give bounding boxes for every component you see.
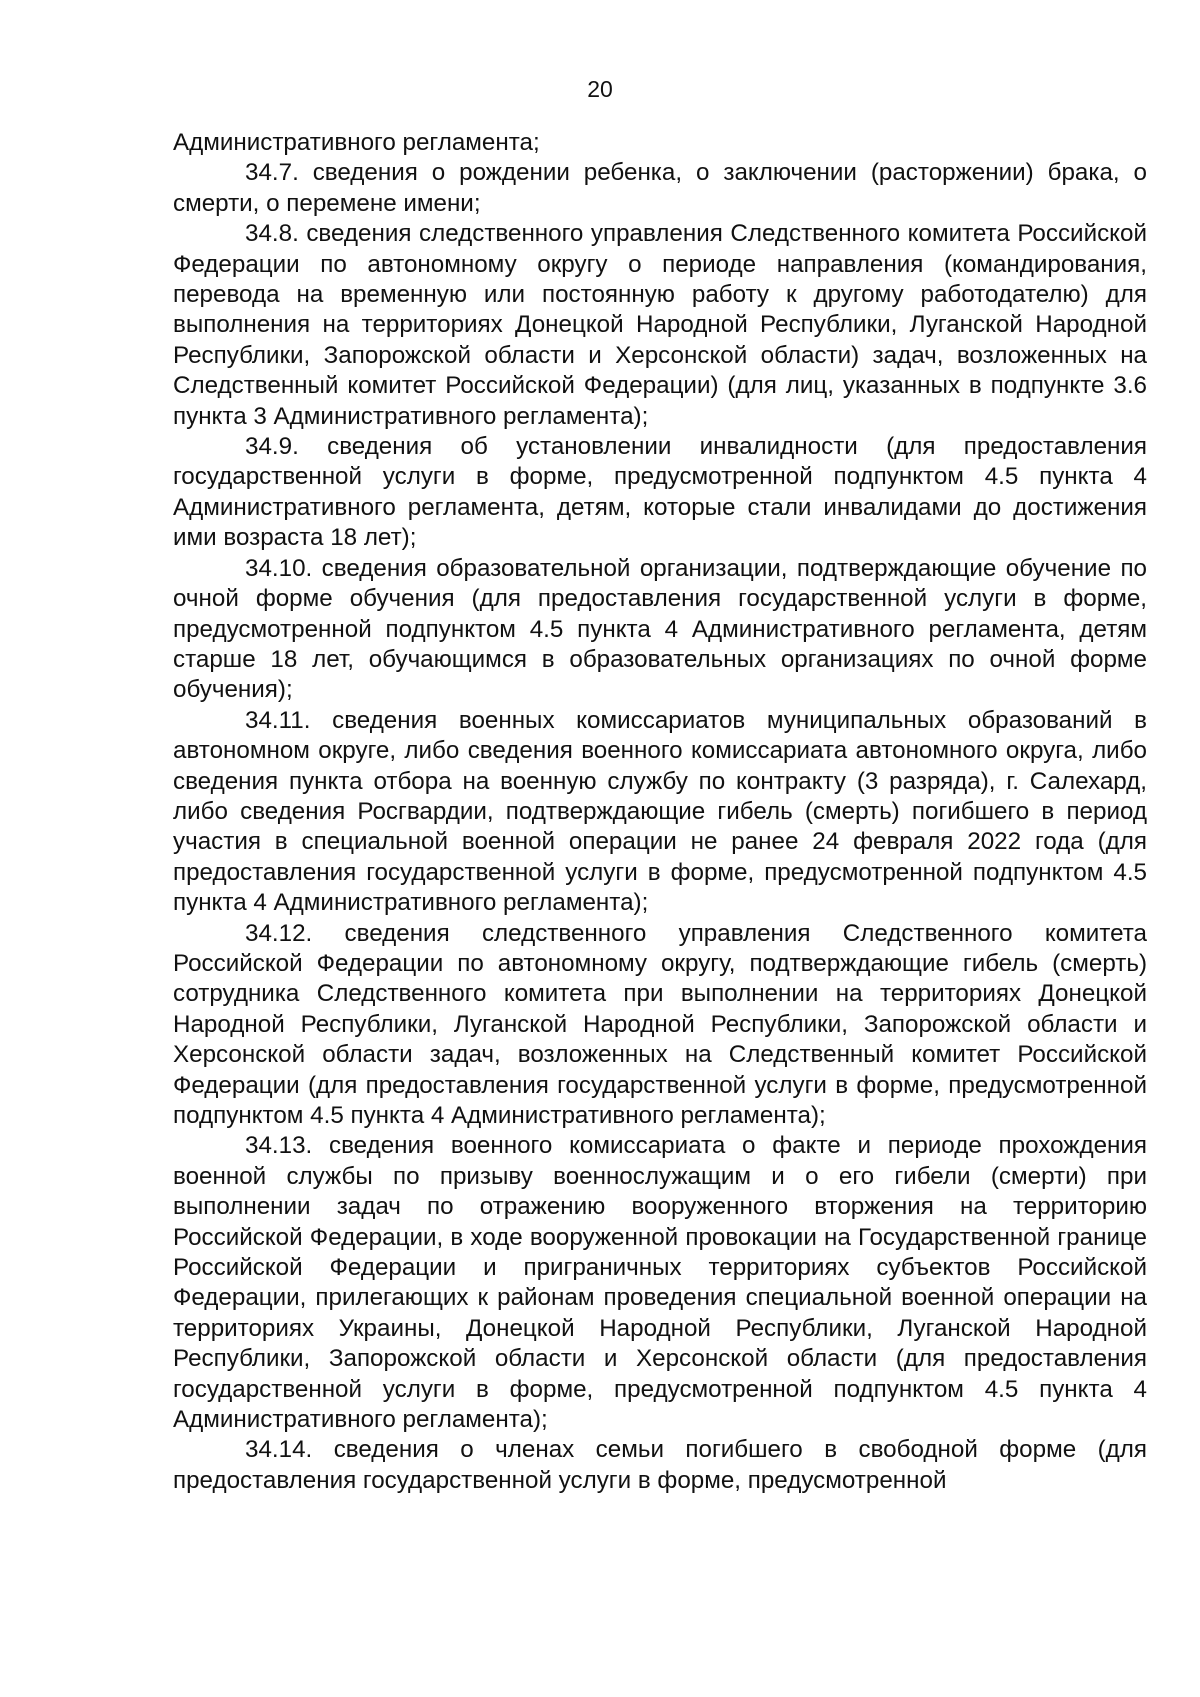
paragraph-34-9: 34.9. сведения об установлении инвалидности (для предоставления государственной услуги в форме, предусмотренной подпунктом 4.5 пункта 4 Административного регламента, детям, которые стали инвалидами до достижения ими возраста 18 лет);	[173, 433, 1147, 552]
paragraph-34-10: 34.10. сведения образовательной организации, подтверждающие обучение по очной форме обучения (для предоставления государственной услуги в форме, предусмотренной подпунктом 4.5 пункта 4 Административного регламента, детям старше 18 лет, обучающимся в образовательных организациях по очной форме обучения);	[173, 554, 1147, 704]
document-body	[173, 128, 1147, 1496]
paragraph-34-8: 34.8. сведения следственного управления Следственного комитета Российской Федерации по автономному округу о периоде направления (командирования, перевода на временную или постоянную работу к другому работодателю) для выполнения на территориях Донецкой Народной Республики, Луганской Народной Республики, Запорожской области и Херсонской области) задач, возложенных на Следственный комитет Российской Федерации) (для лиц, указанных в подпункте 3.6 пункта 3 Административного регламента);	[173, 220, 1147, 430]
paragraph-34-12: 34.12. сведения следственного управления Следственного комитета Российской Федерации по автономному округу, подтверждающие гибель (смерть) сотрудника Следственного комитета при выполнении на территориях Донецкой Народной Республики, Луганской Народной Республики, Запорожской области и Херсонской области задач, возложенных на Следственный комитет Российской Федерации (для предоставления государственной услуги в форме, предусмотренной подпунктом 4.5 пункта 4 Административного регламента);	[173, 919, 1147, 1129]
paragraph-34-11: 34.11. сведения военных комиссариатов муниципальных образований в автономном округе, либо сведения военного комиссариата автономного округа, либо сведения пункта отбора на военную службу по контракту (3 разряда), г. Салехард, либо сведения Росгвардии, подтверждающие гибель (смерть) погибшего в период участия в специальной военной операции не ранее 24 февраля 2022 года (для предоставления государственной услуги в форме, предусмотренной подпунктом 4.5 пункта 4 Административного регламента);	[173, 706, 1147, 917]
paragraph-34-14: 34.14. сведения о членах семьи погибшего в свободной форме (для предоставления государственной услуги в форме, предусмотренной	[173, 1436, 1147, 1494]
paragraph-continuation: Административного регламента;	[173, 129, 540, 156]
page-number: 20	[587, 76, 613, 102]
paragraph-34-13: 34.13. сведения военного комиссариата о факте и периоде прохождения военной службы по призыву военнослужащим и о его гибели (смерти) при выполнении задач по отражению вооруженного вторжения на территорию Российской Федерации, в ходе вооруженной провокации на Государственной границе Российской Федерации и приграничных территориях субъектов Российской Федерации, прилегающих к районам проведения специальной военной операции на территориях Украины, Донецкой Народной Республики, Луганской Народной Республики, Запорожской области и Херсонской области (для предоставления государственной услуги в форме, предусмотренной подпунктом 4.5 пункта 4 Административного регламента);	[173, 1132, 1147, 1434]
paragraph-34-7: 34.7. сведения о рождении ребенка, о заключении (расторжении) брака, о смерти, о перемене имени;	[173, 159, 1147, 217]
